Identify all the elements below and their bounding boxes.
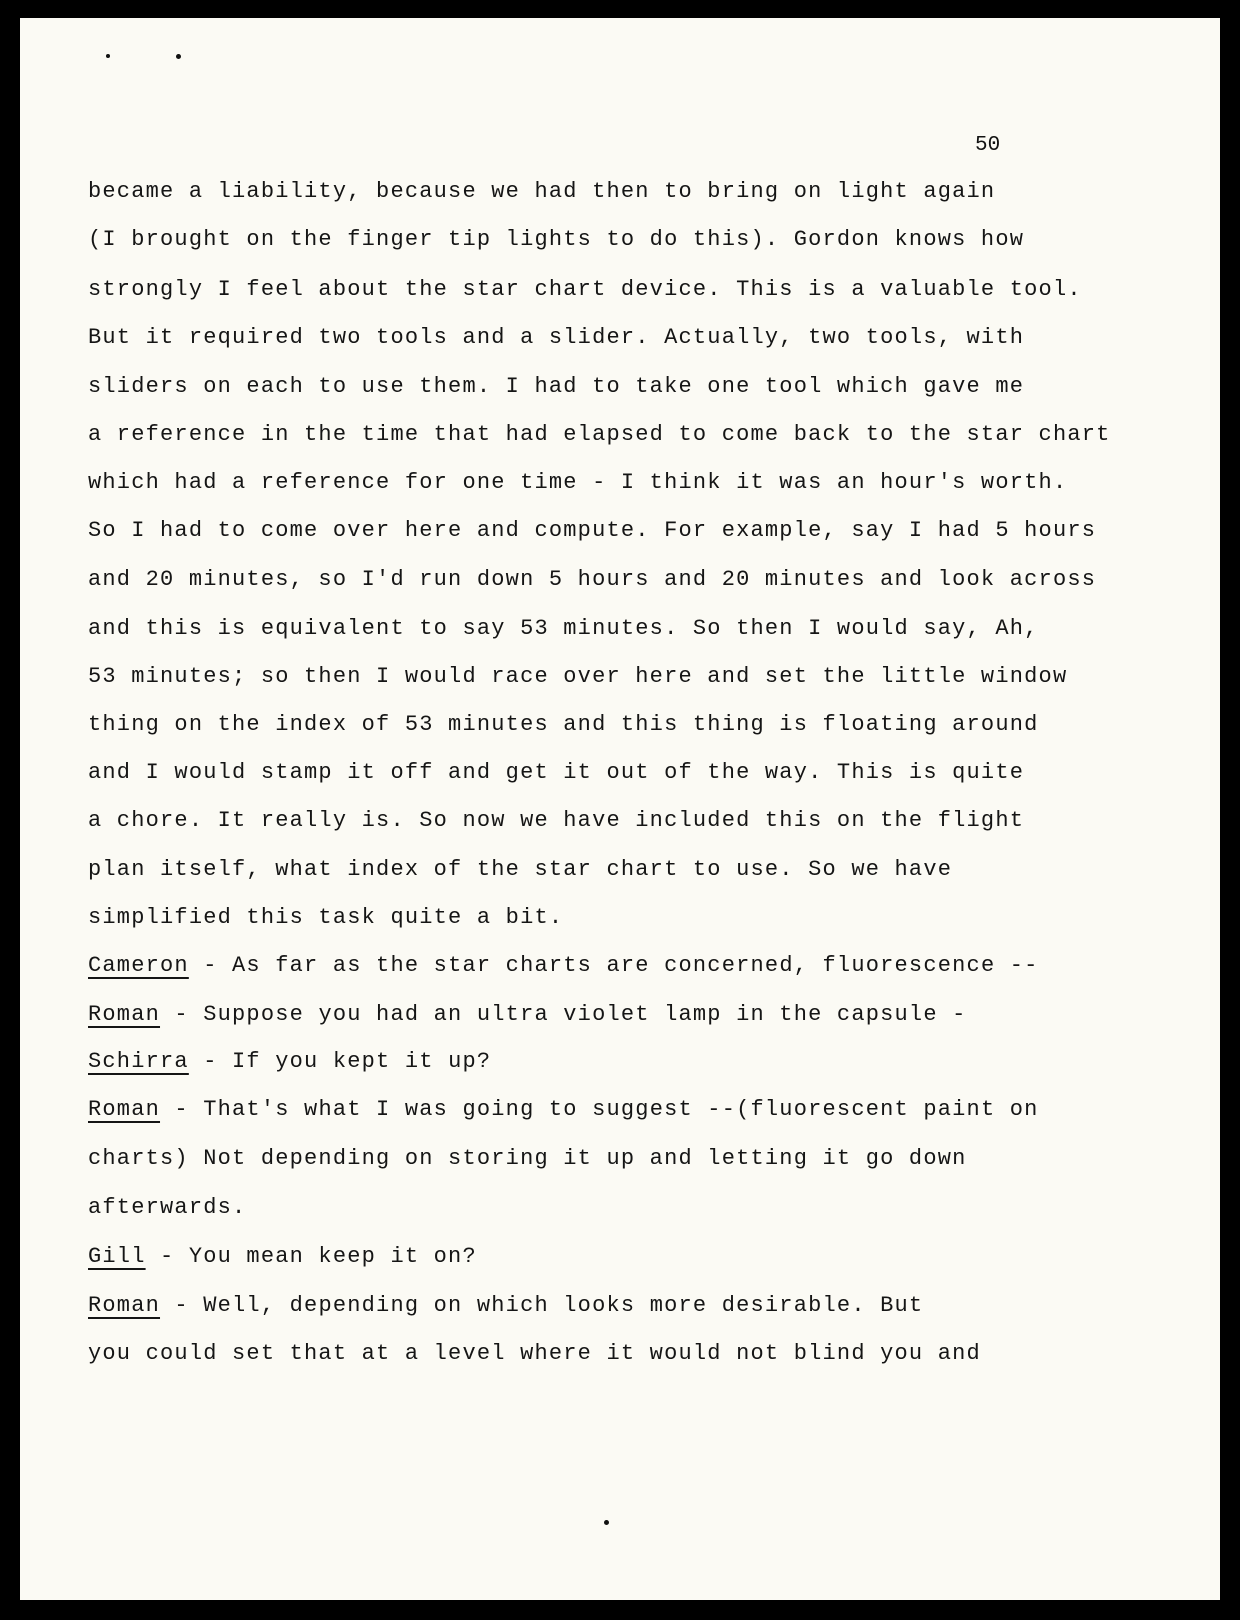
line-text: charts) Not depending on storing it up and letting it go down <box>88 1146 967 1171</box>
line-text: plan itself, what index of the star chart to use. So we have <box>88 857 953 882</box>
line-text: afterwards. <box>88 1195 247 1220</box>
text-line <box>88 178 995 206</box>
line-text: thing on the index of 53 minutes and this thing is floating around <box>88 712 1039 737</box>
speaker-line <box>88 1001 967 1029</box>
speaker-name: Roman <box>88 1002 161 1027</box>
line-text: But it required two tools and a slider. Actually, two tools, with <box>88 325 1025 350</box>
stray-mark <box>604 1520 609 1525</box>
text-line <box>88 663 1067 691</box>
text-line <box>88 1194 246 1222</box>
line-text: sliders on each to use them. I had to take one tool which gave me <box>88 374 1025 399</box>
text-line <box>88 469 1067 497</box>
line-text: - That's what I was going to suggest --(fluorescent paint on <box>160 1097 1039 1122</box>
text-line <box>88 566 1096 594</box>
speaker-line <box>88 1048 491 1076</box>
speaker-name: Gill <box>88 1244 146 1269</box>
stray-mark <box>106 54 110 58</box>
line-text: - Well, depending on which looks more desirable. But <box>160 1293 924 1318</box>
line-text: simplified this task quite a bit. <box>88 905 564 930</box>
page-number: 50 <box>975 134 1001 157</box>
text-line <box>88 276 1082 304</box>
text-line <box>88 1145 967 1173</box>
text-line <box>88 226 1024 254</box>
line-text: - If you kept it up? <box>188 1049 492 1074</box>
line-text: you could set that at a level where it would not blind you and <box>88 1341 981 1366</box>
text-line <box>88 856 952 884</box>
text-line <box>88 807 1024 835</box>
text-line <box>88 904 563 932</box>
line-text: and 20 minutes, so I'd run down 5 hours and 20 minutes and look across <box>88 567 1097 592</box>
text-line <box>88 421 1111 449</box>
line-text: So I had to come over here and compute. For example, say I had 5 hours <box>88 518 1097 543</box>
line-text: and this is equivalent to say 53 minutes. So then I would say, Ah, <box>88 616 1039 641</box>
line-text: and I would stamp it off and get it out of the way. This is quite <box>88 760 1025 785</box>
line-text: - Suppose you had an ultra violet lamp in the capsule - <box>160 1002 967 1027</box>
line-text: a reference in the time that had elapsed to come back to the star chart <box>88 422 1111 447</box>
speaker-line <box>88 1243 477 1271</box>
speaker-name: Cameron <box>88 953 189 978</box>
line-text: - As far as the star charts are concerned, fluorescence -- <box>188 953 1039 978</box>
stray-mark <box>176 54 181 59</box>
speaker-name: Roman <box>88 1293 161 1318</box>
text-line <box>88 517 1096 545</box>
document-page <box>20 18 1220 1600</box>
text-line <box>88 759 1024 787</box>
line-text: strongly I feel about the star chart device. This is a valuable tool. <box>88 277 1082 302</box>
line-text: (I brought on the finger tip lights to do this). Gordon knows how <box>88 227 1025 252</box>
line-text: 53 minutes; so then I would race over here and set the little window <box>88 664 1068 689</box>
speaker-line <box>88 1096 1039 1124</box>
line-text: became a liability, because we had then to bring on light again <box>88 179 996 204</box>
text-line <box>88 615 1039 643</box>
text-line <box>88 373 1024 401</box>
line-text: - You mean keep it on? <box>145 1244 477 1269</box>
text-line <box>88 1340 981 1368</box>
text-line <box>88 711 1039 739</box>
speaker-line <box>88 1292 923 1320</box>
speaker-name: Roman <box>88 1097 161 1122</box>
line-text: a chore. It really is. So now we have included this on the flight <box>88 808 1025 833</box>
speaker-line <box>88 952 1039 980</box>
line-text: which had a reference for one time - I think it was an hour's worth. <box>88 470 1068 495</box>
text-line <box>88 324 1024 352</box>
speaker-name: Schirra <box>88 1049 189 1074</box>
